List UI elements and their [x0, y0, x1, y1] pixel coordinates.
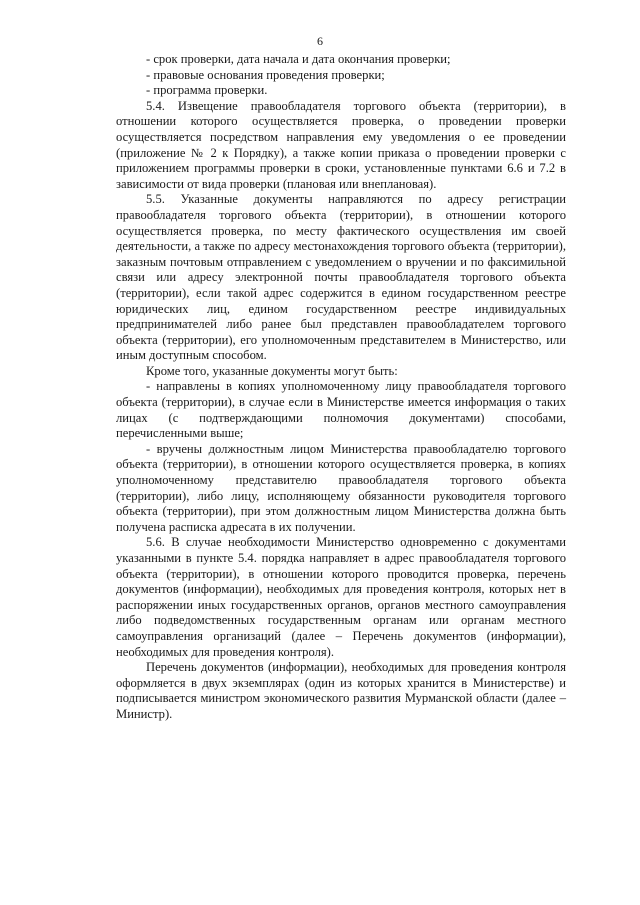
paragraph-document-list: Перечень документов (информации), необходимых для проведения контроля оформляется в двух экземплярах (один из которых хранится в Министерстве) и подписывается министром экономического развития Мурманской области (далее – Министр).	[116, 660, 566, 721]
list-item-sent-copies: - направлены в копиях уполномоченному лицу правообладателя торгового объекта (территории), в случае если в Министерстве имеется информация о таких лицах (с подтверждающими полномочия документами) способами, перечисленными выше;	[116, 379, 566, 441]
document-body	[116, 52, 566, 723]
paragraph-5-6: 5.6. В случае необходимости Министерство одновременно с документами указанными в пункте 5.4. порядка направляет в адрес правообладателя торгового объекта (территории), в отношении которого проводится проверка, перечень документов (информации), необходимых для проведения контроля, которых нет в распоряжении иных государственных органов, органов местного самоуправления либо подведомственных государственным органам или органам местного самоуправления организаций (далее – Перечень документов (информации), необходимых для проведения контроля).	[116, 535, 566, 659]
list-item-legal-basis: - правовые основания проведения проверки;	[146, 67, 385, 82]
page-number: 6	[317, 34, 323, 48]
paragraph-5-5: 5.5. Указанные документы направляются по адресу регистрации правообладателя торгового объекта (территории), в отношении которого осуществляется проверка, по месту фактического осуществления им своей деятельности, а также по адресу местонахождения торгового объекта (территории), заказным почтовым отправлением с уведомлением о вручении и по факсимильной связи или адресу электронной почты правообладателя торгового объекта (территории), если такой адрес содержится в едином государственном реестре юридических лиц, едином государственном реестре индивидуальных предпринимателей либо ранее был представлен правообладателем торгового объекта (территории), его уполномоченным представителем в Министерство, или иным доступным способом.	[116, 192, 566, 363]
list-item-term: - срок проверки, дата начала и дата окончания проверки;	[146, 52, 451, 66]
list-item-handed-over: - вручены должностным лицом Министерства правообладателю торгового объекта (территории), в отношении которого осуществляется проверка, в копиях уполномоченному представителю правообладателя торгового объекта (территории), либо лицу, исполняющему обязанности руководителя торгового объекта (территории), при этом должностным лицом Министерства должна быть получена расписка адресата в их получении.	[116, 441, 566, 534]
paragraph-5-4: 5.4. Извещение правообладателя торгового объекта (территории), в отношении которого осуществляется проверка, о проведении проверки осуществляется посредством направления ему уведомления о ее проведении (приложение № 2 к Порядку), а также копии приказа о проведении проверки с приложением программы проверки в сроки, установленные пунктами 6.6 и 7.2 в зависимости от вида проверки (плановая или внеплановая).	[116, 98, 566, 191]
list-item-program: - программа проверки.	[146, 83, 268, 98]
paragraph-additionally: Кроме того, указанные документы могут быть:	[146, 363, 398, 378]
